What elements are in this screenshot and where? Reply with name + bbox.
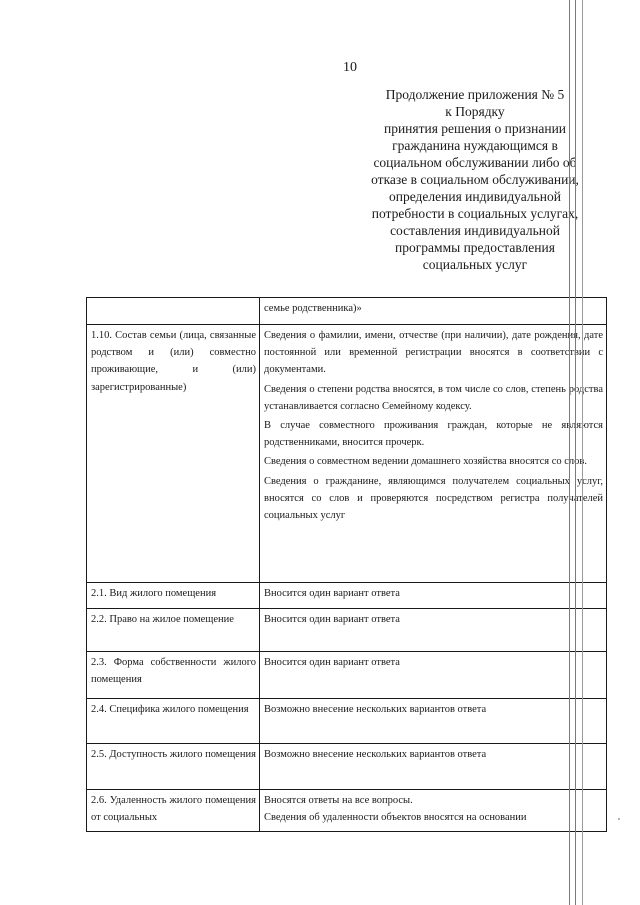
field-cell: 2.4. Специфика жилого помещения <box>87 699 260 744</box>
fields-table <box>86 297 607 832</box>
note-text: Вносится один вариант ответа <box>264 614 400 625</box>
notes-cell <box>260 744 607 790</box>
appendix-header-line: составления индивидуальной <box>390 223 560 238</box>
page-number: 10 <box>343 60 357 75</box>
appendix-header-line: Продолжение приложения № 5 <box>385 87 565 102</box>
appendix-header-line: потребности в социальных услугах, <box>371 206 579 221</box>
table-row <box>87 652 607 699</box>
note-text: Сведения о гражданине, являющимся получателем социальных услуг, вносятся со слов и проверяются посредством регистра получателей социальных услуг <box>264 475 603 522</box>
notes-cell <box>260 699 607 744</box>
notes-cell <box>260 790 607 832</box>
table-row <box>87 609 607 652</box>
note-text: Сведения о совместном ведении домашнего хозяйства вносятся со слов. <box>264 456 587 468</box>
note-text: Сведения о фамилии, имени, отчестве (при наличии), дате рождения, дате постоянной или временной регистрации вносятся в соответствии с документами. <box>264 330 603 376</box>
note-text: В случае совместного проживания граждан, которые не являются родственниками, вносится прочерк. <box>264 420 603 449</box>
notes-cell <box>260 609 607 652</box>
binding-line <box>569 0 570 905</box>
notes-cell <box>260 325 607 583</box>
binding-line <box>582 0 583 905</box>
table-row <box>87 790 607 832</box>
note-text: Возможно внесение нескольких вариантов ответа <box>264 749 487 760</box>
appendix-header-line: отказе в социальном обслуживании, <box>371 172 579 187</box>
table-row <box>87 744 607 790</box>
notes-cell <box>260 298 607 325</box>
note-text: Сведения о степени родства вносятся, в том числе со слов, степень родства устанавливается согласно Семейному кодексу. <box>264 383 603 412</box>
field-cell: 2.2. Право на жилое помещение <box>87 609 260 652</box>
appendix-header-line: социальном обслуживании либо об <box>373 155 577 170</box>
scan-speck <box>618 818 620 820</box>
note-text: Возможно внесение нескольких вариантов ответа <box>264 704 487 715</box>
field-cell: 2.6. Удаленность жилого помещения от социальных <box>87 790 260 832</box>
table-row <box>87 298 607 325</box>
appendix-header-line: к Порядку <box>445 104 505 119</box>
appendix-header-line: программы предоставления <box>395 240 555 255</box>
field-cell: 2.5. Доступность жилого помещения <box>87 744 260 790</box>
table-row <box>87 583 607 609</box>
appendix-header-line: гражданина нуждающимся в <box>392 138 558 153</box>
appendix-header-line: принятия решения о признании <box>383 121 567 136</box>
field-cell: 1.10. Состав семьи (лица, связанные родством и (или) совместно проживающие, и (или) зарегистрированные) <box>87 325 260 583</box>
appendix-header-line: определения индивидуальной <box>389 189 561 204</box>
note-text: Вносится один вариант ответа <box>264 657 400 668</box>
note-text: Вносятся ответы на все вопросы. <box>264 795 413 806</box>
note-text: семье родственника)» <box>264 303 362 314</box>
binding-line <box>575 0 576 905</box>
note-text: Вносится один вариант ответа <box>264 588 400 599</box>
notes-cell <box>260 583 607 609</box>
table-row <box>87 699 607 744</box>
table-row <box>87 325 607 583</box>
notes-cell <box>260 652 607 699</box>
appendix-header-line: социальных услуг <box>422 257 528 272</box>
note-text: Сведения об удаленности объектов вносятся на основании <box>264 812 527 824</box>
field-cell <box>87 298 260 325</box>
field-cell: 2.3. Форма собственности жилого помещения <box>87 652 260 699</box>
field-cell: 2.1. Вид жилого помещения <box>87 583 260 609</box>
